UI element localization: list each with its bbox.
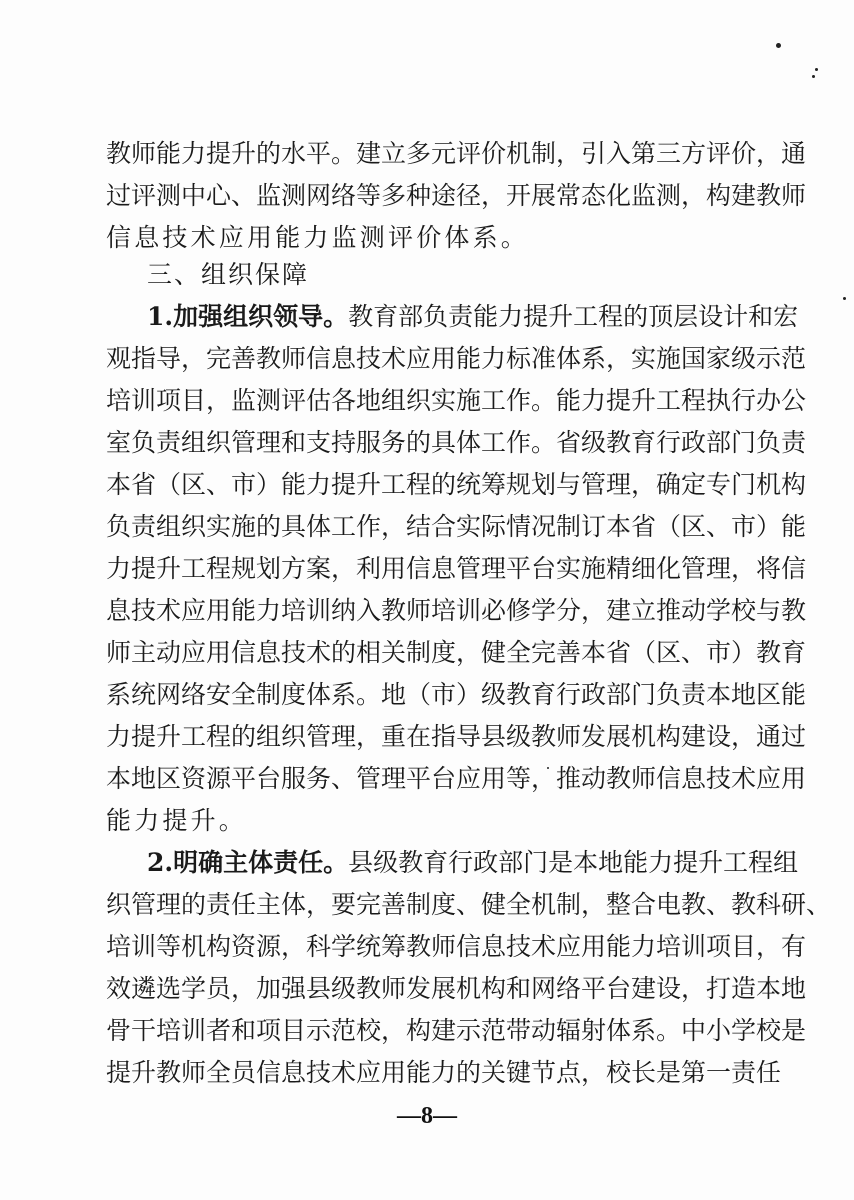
scan-speck	[843, 297, 846, 300]
paragraph-lead: 2.明确主体责任。	[147, 848, 349, 877]
page-number: —8—	[397, 1103, 457, 1129]
scan-speck	[812, 75, 815, 78]
section-heading: 三、组织保障	[147, 260, 310, 289]
paragraph-line: 过评测中心、监测网络等多种途径，开展常态化监测，构建教师	[106, 181, 807, 210]
paragraph-line: 室负责组织管理和支持服务的具体工作。省级教育行政部门负责	[106, 428, 807, 457]
scan-speck	[815, 68, 818, 71]
paragraph-line-text: 教育部负责能力提升工程的顶层设计和宏	[348, 302, 799, 331]
paragraph-first-line	[147, 843, 799, 883]
paragraph-line: 本省（区、市）能力提升工程的统筹规划与管理，确定专门机构	[106, 470, 807, 499]
paragraph-line: 培训等机构资源，科学统筹教师信息技术应用能力培训项目，有	[106, 932, 807, 961]
paragraph-line: 师主动应用信息技术的相关制度，健全完善本省（区、市）教育	[106, 638, 807, 667]
paragraph-line: 负责组织实施的具体工作，结合实际情况制订本省（区、市）能	[106, 512, 807, 541]
paragraph-line: 效遴选学员，加强县级教师发展机构和网络平台建设，打造本地	[106, 974, 807, 1003]
scan-speck	[776, 43, 781, 48]
paragraph-line: 信息技术应用能力监测评价体系。	[106, 223, 530, 252]
paragraph-line: 教师能力提升的水平。建立多元评价机制，引入第三方评价，通	[106, 139, 807, 168]
paragraph-first-line	[147, 297, 799, 337]
paragraph-line: 本地区资源平台服务、管理平台应用等，推动教师信息技术应用	[106, 764, 807, 793]
paragraph-line: 系统网络安全制度体系。地（市）级教育行政部门负责本地区能	[106, 680, 807, 709]
paragraph-line: 息技术应用能力培训纳入教师培训必修学分，建立推动学校与教	[106, 596, 807, 625]
paragraph-line: 骨干培训者和项目示范校，构建示范带动辐射体系。中小学校是	[106, 1016, 807, 1045]
paragraph-lead: 1.加强组织领导。	[147, 302, 349, 331]
paragraph-line: 能力提升。	[106, 806, 248, 835]
paragraph-line: 织管理的责任主体，要完善制度、健全机制，整合电教、教科研、	[106, 890, 832, 919]
paragraph-line: 力提升工程的组织管理，重在指导县级教师发展机构建设，通过	[106, 722, 807, 751]
paragraph-line: 培训项目，监测评估各地组织实施工作。能力提升工程执行办公	[106, 386, 807, 415]
paragraph-line: 力提升工程规划方案，利用信息管理平台实施精细化管理，将信	[106, 554, 807, 583]
paragraph-line: 提升教师全员信息技术应用能力的关键节点，校长是第一责任	[106, 1058, 782, 1087]
paragraph-line-text: 县级教育行政部门是本地能力提升工程组	[348, 848, 799, 877]
paragraph-line: 观指导，完善教师信息技术应用能力标准体系，实施国家级示范	[106, 344, 807, 373]
